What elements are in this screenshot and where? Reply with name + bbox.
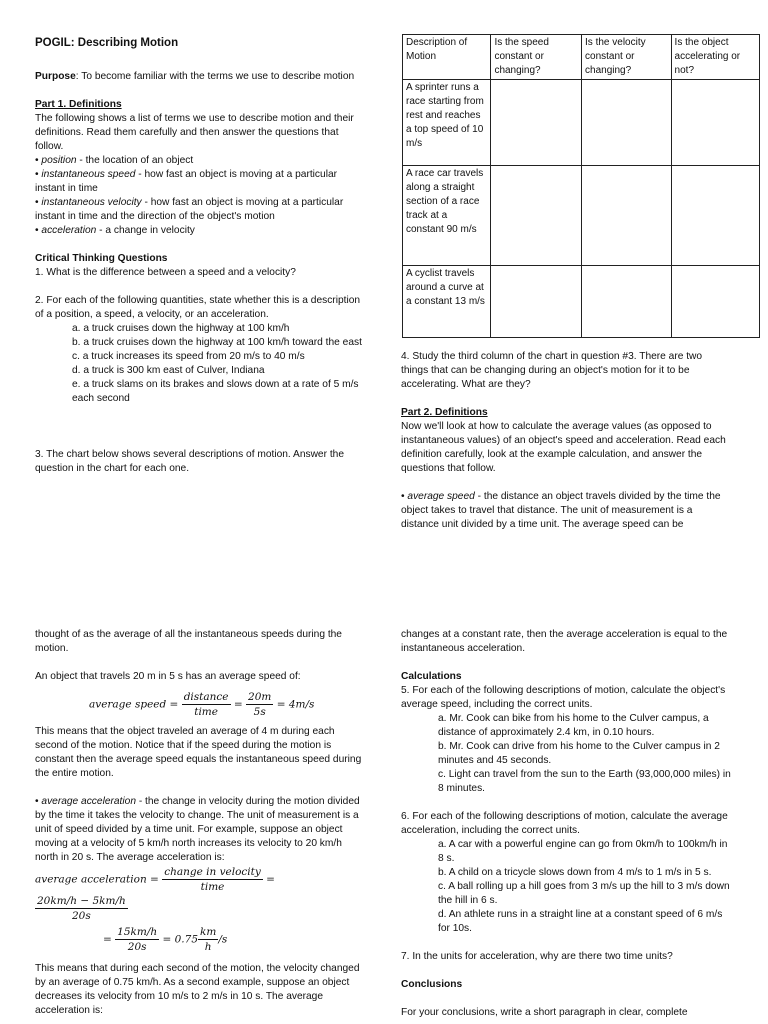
- answer-cell[interactable]: [582, 166, 672, 266]
- q2-item-c: c. a truck increases its speed from 20 m/s to 40 m/s: [72, 351, 305, 362]
- table-row: [403, 166, 760, 266]
- table-header-row: [403, 35, 760, 80]
- part1-intro: The following shows a list of terms we use to describe motion and their definitions. Read them carefully and then answer the questions that follow.: [35, 113, 354, 152]
- term: instantaneous velocity: [41, 197, 142, 208]
- fraction: [162, 865, 263, 894]
- part1-heading: Part 1. Definitions: [35, 99, 122, 110]
- part2-intro: Now we'll look at how to calculate the average values (as opposed to instantaneous values) of an object's speed and acceleration. Read each definition carefully, look at the example calculation, and answer the questions that follow.: [401, 421, 726, 474]
- q2-item-e: e. a truck slams on its brakes and slows down at a rate of 5 m/s each second: [72, 379, 359, 404]
- q5-item-b: b. Mr. Cook can drive from his home to the Culver campus in 2 minutes and 45 seconds.: [438, 741, 720, 766]
- eq-value: = 0.75: [162, 933, 198, 946]
- fraction: [182, 690, 231, 719]
- equation-acceleration-result: [103, 925, 365, 954]
- answer-cell[interactable]: [491, 80, 582, 166]
- answer-cell[interactable]: [582, 80, 672, 166]
- header-speed: Is the speed constant or changing?: [491, 35, 582, 80]
- definition-instantaneous-velocity: • instantaneous velocity - how fast an object is moving at a particular instant in time and the direction of the object's motion: [35, 197, 344, 222]
- denominator: 5s: [253, 706, 266, 718]
- def: - the location of an object: [76, 155, 194, 166]
- eq-sign: =: [233, 698, 243, 711]
- q6-item-c: c. A ball rolling up a hill goes from 3 m/s up the hill to 3 m/s down the hill in 6 s.: [438, 881, 730, 906]
- numerator: 15km/h: [117, 926, 158, 938]
- calculations-heading: Calculations: [401, 671, 462, 682]
- ctq-heading: Critical Thinking Questions: [35, 253, 168, 264]
- question-2: 2. For each of the following quantities, state whether this is a description of a position, a speed, a velocity, or an acceleration.: [35, 295, 361, 320]
- answer-cell[interactable]: [671, 266, 759, 338]
- numerator: change in velocity: [164, 866, 261, 878]
- numerator: km: [200, 926, 217, 938]
- denominator: time: [200, 881, 225, 893]
- def: - how fast an object is moving at a particular instant in time: [35, 169, 338, 194]
- avg-speed-continued: thought of as the average of all the instantaneous speeds during the motion.: [35, 629, 342, 654]
- denominator: h: [204, 941, 212, 953]
- term: average speed: [407, 491, 475, 502]
- top-right-column: [401, 350, 731, 532]
- denominator: time: [194, 706, 218, 718]
- question-3: 3. The chart below shows several descriptions of motion. Answer the question in the chart for each one.: [35, 449, 344, 474]
- definition-acceleration: • acceleration - a change in velocity: [35, 225, 195, 236]
- header-velocity: Is the velocity constant or changing?: [582, 35, 672, 80]
- answer-cell[interactable]: [491, 166, 582, 266]
- q2-item-b: b. a truck cruises down the highway at 100 km/h toward the east: [72, 337, 362, 348]
- conclusions-heading: Conclusions: [401, 979, 463, 990]
- row-description: A cyclist travels around a curve at a constant 13 m/s: [403, 266, 491, 338]
- fraction: [198, 925, 218, 954]
- question-4: 4. Study the third column of the chart in question #3. There are two things that can be changing during an object's motion for it to be accelerating. What are they?: [401, 351, 703, 390]
- part2-heading: Part 2. Definitions: [401, 407, 488, 418]
- q2-item-d: d. a truck is 300 km east of Culver, Indiana: [72, 365, 265, 376]
- question-5: 5. For each of the following descriptions of motion, calculate the object's average speed, including the correct units.: [401, 685, 726, 710]
- numerator: distance: [183, 691, 229, 703]
- purpose-label: Purpose: [35, 71, 76, 82]
- denominator: 20s: [127, 941, 147, 953]
- numerator: 20km/h − 5km/h: [37, 895, 126, 907]
- q5-item-a: a. Mr. Cook can bike from his home to the Culver campus, a distance of approximately 2.4 km, in 0.10 hours.: [438, 713, 709, 738]
- denominator: 20s: [72, 910, 91, 922]
- eq-sign: =: [103, 933, 112, 946]
- q2-item-a: a. a truck cruises down the highway at 100 km/h: [72, 323, 290, 334]
- eq-lhs: average speed =: [89, 698, 179, 711]
- eq-rhs: = 4m/s: [276, 698, 315, 711]
- page-title: POGIL: Describing Motion: [35, 37, 179, 49]
- question-1: 1. What is the difference between a speed and a velocity?: [35, 267, 296, 278]
- question-7: 7. In the units for acceleration, why are there two time units?: [401, 951, 673, 962]
- term: position: [41, 155, 77, 166]
- header-description: Description of Motion: [403, 35, 491, 80]
- fraction: [246, 690, 273, 719]
- def: - a change in velocity: [96, 225, 195, 236]
- explanation-2: This means that during each second of the motion, the velocity changed by an average of 0.75 km/h. As a second example, suppose an object decreases its velocity from 10 m/s to 2 m/s in 10 s. The average acceleration is:: [35, 963, 360, 1016]
- row-description: A race car travels along a straight section of a race track at a constant 90 m/s: [403, 166, 491, 266]
- conclusions-text: For your conclusions, write a short paragraph in clear, complete: [401, 1007, 688, 1018]
- motion-chart: [402, 34, 760, 338]
- example-1: An object that travels 20 m in 5 s has an average speed of:: [35, 671, 301, 682]
- equation-average-acceleration: [35, 865, 365, 923]
- fraction: [35, 894, 128, 923]
- eq-unit: /s: [218, 933, 228, 946]
- header-accelerating: Is the object accelerating or not?: [671, 35, 759, 80]
- q6-item-a: a. A car with a powerful engine can go from 0km/h to 100km/h in 8 s.: [438, 839, 728, 864]
- def: - the change in velocity during the motion divided by the time it takes the velocity to change. The unit of measurement is a unit of speed divided by a time unit. For example, suppose an object moving at a velocity of 5 km/h north increases its velocity to 20 km/h north in 20 s. The average acceleration is:: [35, 796, 360, 863]
- def: - the distance an object travels divided by the time the object takes to travel that distance. The unit of measurement is a distance unit divided by a time unit. The average speed can be: [401, 491, 721, 530]
- numerator: 20m: [248, 691, 272, 703]
- avg-acceleration-definition: • average acceleration - the change in velocity during the motion divided by the time it takes the velocity to change. The unit of measurement is a unit of speed divided by a time unit. For example, suppose an object moving at a velocity of 5 km/h north increases its velocity to 20 km/h north in 20 s. The average acceleration is:: [35, 796, 360, 863]
- term: acceleration: [41, 225, 97, 236]
- answer-cell[interactable]: [491, 266, 582, 338]
- motion-table: [402, 34, 760, 338]
- term: instantaneous speed: [41, 169, 136, 180]
- q6-item-d: d. An athlete runs in a straight line at a constant speed of 6 m/s for 10s.: [438, 909, 723, 934]
- def: - how fast an object is moving at a particular instant in time and the direction of the object's motion: [35, 197, 344, 222]
- bottom-left-column: [35, 628, 365, 1018]
- row-description: A sprinter runs a race starting from rest and reaches a top speed of 10 m/s: [403, 80, 491, 166]
- purpose-text: : To become familiar with the terms we use to describe motion: [75, 71, 355, 82]
- avg-speed-definition: • average speed - the distance an object travels divided by the time the object takes to travel that distance. The unit of measurement is a distance unit divided by a time unit. The average speed can be: [401, 491, 721, 530]
- explanation-1: This means that the object traveled an average of 4 m during each second of the motion. Notice that if the speed during the motion is constant then the average speed equals the instantaneous speed during the entire motion.: [35, 726, 362, 779]
- avg-acceleration-continued: changes at a constant rate, then the average acceleration is equal to the instantaneous acceleration.: [401, 629, 728, 654]
- top-left-column: [35, 36, 365, 476]
- bottom-right-column: [401, 628, 731, 1020]
- eq-lhs: average acceleration =: [35, 873, 159, 886]
- equation-average-speed: [89, 690, 365, 719]
- q6-item-b: b. A child on a tricycle slows down from 4 m/s to 1 m/s in 5 s.: [438, 867, 712, 878]
- purpose: [35, 70, 365, 84]
- definition-instantaneous-speed: • instantaneous speed - how fast an object is moving at a particular instant in time: [35, 169, 338, 194]
- answer-cell[interactable]: [671, 166, 759, 266]
- answer-cell[interactable]: [671, 80, 759, 166]
- answer-cell[interactable]: [582, 266, 672, 338]
- term: average acceleration: [41, 796, 136, 807]
- fraction: [115, 925, 159, 954]
- eq-sign: =: [266, 873, 275, 886]
- table-row: [403, 80, 760, 166]
- definition-position: • position - the location of an object: [35, 155, 194, 166]
- question-6: 6. For each of the following descriptions of motion, calculate the average acceleration, including the correct units.: [401, 811, 728, 836]
- table-row: [403, 266, 760, 338]
- q5-item-c: c. Light can travel from the sun to the Earth (93,000,000 miles) in 8 minutes.: [438, 769, 731, 794]
